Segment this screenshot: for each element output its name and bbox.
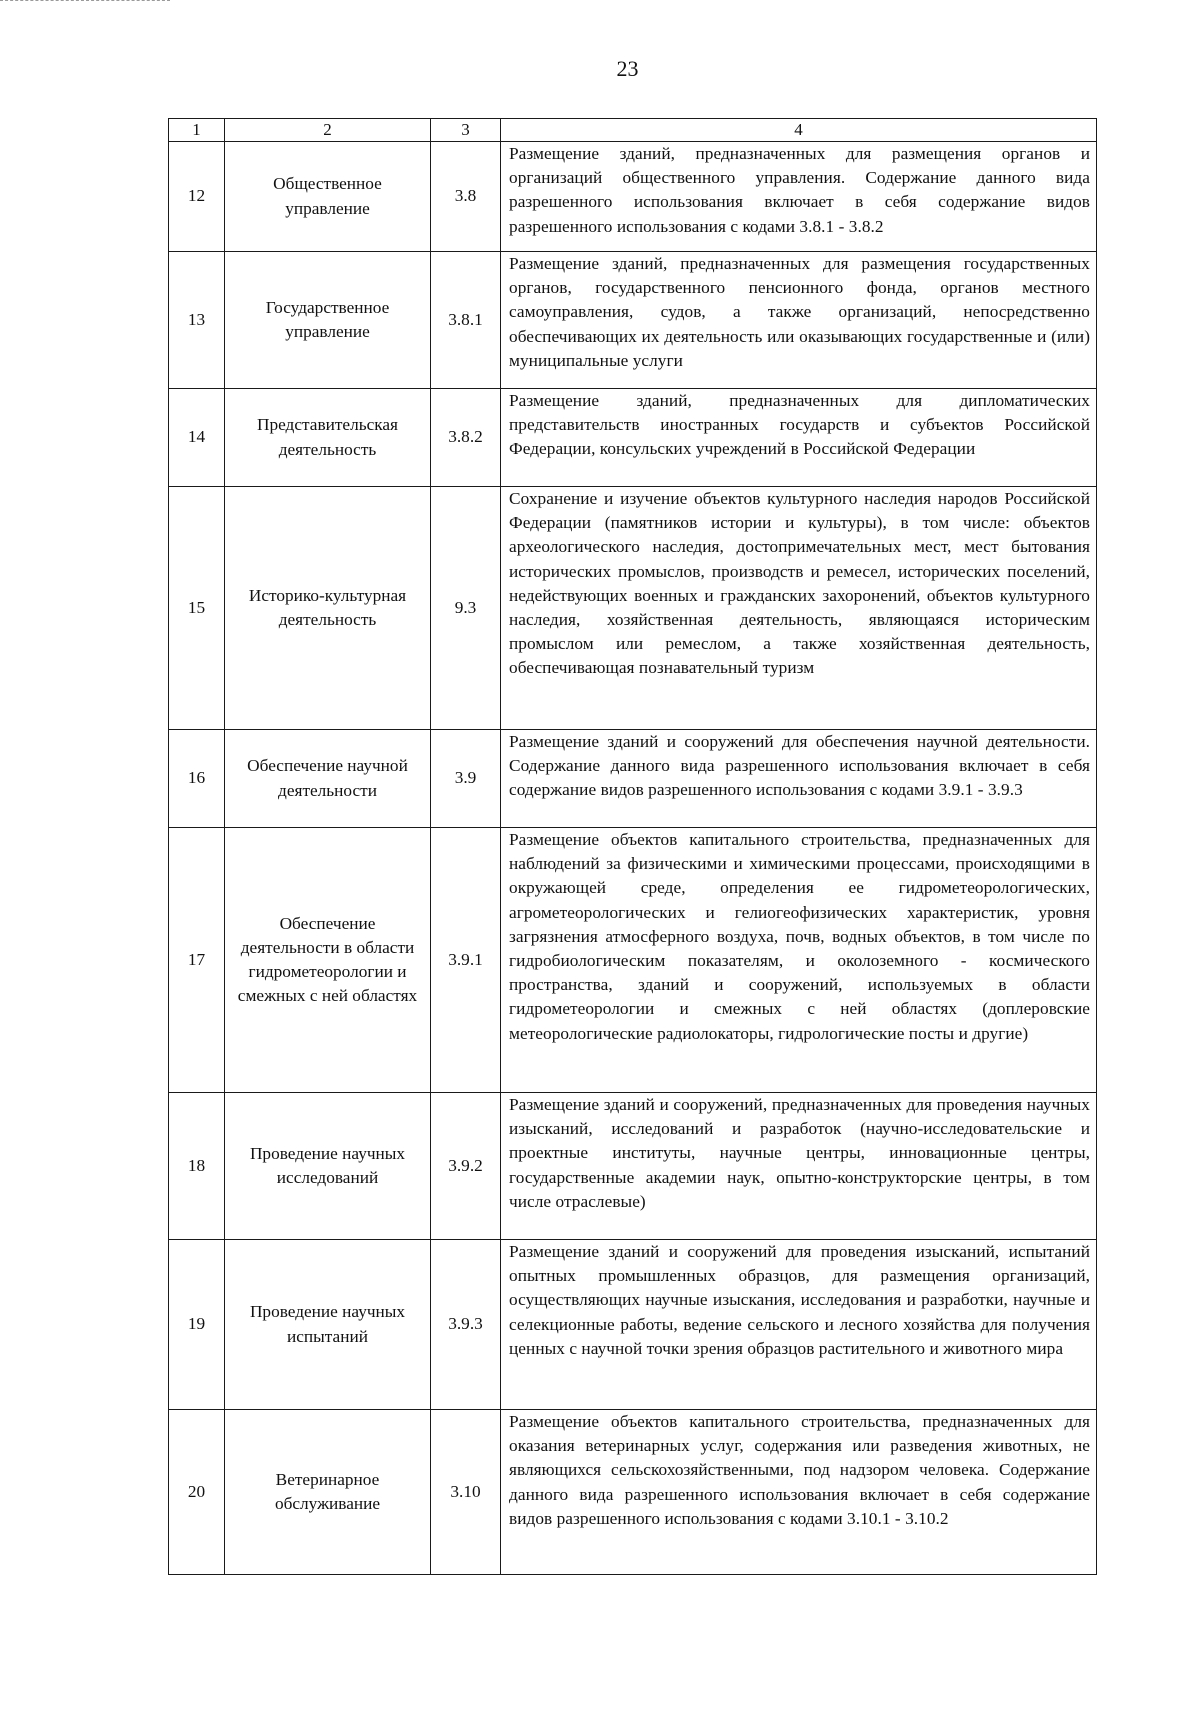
land-use-name: Представительская деятельность <box>225 389 431 487</box>
land-use-name: Государственное управление <box>225 252 431 389</box>
row-number: 20 <box>169 1410 225 1575</box>
header-col-1: 1 <box>169 119 225 142</box>
table-row <box>169 1240 1097 1410</box>
land-use-description: Размещение зданий, предназначенных для размещения государственных органов, государственного пенсионного фонда, органов местного самоуправления, судов, а также организаций, непосредственно обеспечивающих их деятельность или оказывающих государственные и (или) муниципальные услуги <box>501 252 1097 389</box>
land-use-description: Размещение зданий и сооружений для обеспечения научной деятельности. Содержание данного вида разрешенного использования включает в себя содержание видов разрешенного использования с кодами 3.9.1 - 3.9.3 <box>501 730 1097 828</box>
table-body <box>169 142 1097 1575</box>
table-row <box>169 1093 1097 1240</box>
land-use-code: 9.3 <box>431 487 501 730</box>
table-row <box>169 828 1097 1093</box>
land-use-description: Сохранение и изучение объектов культурного наследия народов Российской Федерации (памятников истории и культуры), в том числе: объектов археологического наследия, достопримечательных мест, мест бытования исторических промыслов, производств и ремесел, исторических поселений, недействующих военных и гражданских захоронений, объектов культурного наследия, хозяйственная деятельность, являющаяся историческим промыслом или ремеслом, а также хозяйственная деятельность, обеспечивающая познавательный туризм <box>501 487 1097 730</box>
land-use-code: 3.9 <box>431 730 501 828</box>
land-use-description: Размещение объектов капитального строительства, предназначенных для наблюдений за физическими и химическими процессами, происходящими в окружающей среде, определения ее гидрометеорологических, агрометеорологических и гелиогеофизических характеристик, уровня загрязнения атмосферного воздуха, почв, водных объектов, в том числе по гидробиологическим показателям, и околоземного - космического пространства, зданий и сооружений, используемых в области гидрометеорологии и смежных с ней областях (доплеровские метеорологические радиолокаторы, гидрологические посты и другие) <box>501 828 1097 1093</box>
row-number: 18 <box>169 1093 225 1240</box>
land-use-name: Общественное управление <box>225 142 431 252</box>
table-header <box>169 119 1097 142</box>
header-row <box>169 119 1097 142</box>
land-use-description: Размещение зданий, предназначенных для размещения органов и организаций общественного управления. Содержание данного вида разрешенного использования включает в себя содержание видов разрешенного использования с кодами 3.8.1 - 3.8.2 <box>501 142 1097 252</box>
table-row <box>169 730 1097 828</box>
table-row <box>169 389 1097 487</box>
row-number: 19 <box>169 1240 225 1410</box>
table-row <box>169 1410 1097 1575</box>
land-use-name: Проведение научных испытаний <box>225 1240 431 1410</box>
header-col-4: 4 <box>501 119 1097 142</box>
land-use-code: 3.9.3 <box>431 1240 501 1410</box>
table-row <box>169 142 1097 252</box>
land-use-name: Обеспечение научной деятельности <box>225 730 431 828</box>
land-use-name: Ветеринарное обслуживание <box>225 1410 431 1575</box>
land-use-table <box>168 118 1097 1575</box>
row-number: 15 <box>169 487 225 730</box>
land-use-code: 3.9.1 <box>431 828 501 1093</box>
page-number: 23 <box>616 56 639 81</box>
row-number: 12 <box>169 142 225 252</box>
row-number: 17 <box>169 828 225 1093</box>
row-number: 13 <box>169 252 225 389</box>
land-use-description: Размещение зданий и сооружений, предназначенных для проведения научных изысканий, исследований и разработок (научно-исследовательские и проектные институты, научные центры, инновационные центры, государственные академии наук, опытно-конструкторские центры, в том числе отраслевые) <box>501 1093 1097 1240</box>
header-col-3: 3 <box>431 119 501 142</box>
table-row <box>169 252 1097 389</box>
land-use-name: Историко-культурная деятельность <box>225 487 431 730</box>
land-use-description: Размещение зданий, предназначенных для дипломатических представительств иностранных государств и субъектов Российской Федерации, консульских учреждений в Российской Федерации <box>501 389 1097 487</box>
land-use-name: Проведение научных исследований <box>225 1093 431 1240</box>
land-use-name: Обеспечение деятельности в области гидрометеорологии и смежных с ней областях <box>225 828 431 1093</box>
land-use-code: 3.9.2 <box>431 1093 501 1240</box>
row-number: 14 <box>169 389 225 487</box>
land-use-description: Размещение объектов капитального строительства, предназначенных для оказания ветеринарных услуг, содержания или разведения животных, не являющихся сельскохозяйственными, под надзором человека. Содержание данного вида разрешенного использования включает в себя содержание видов разрешенного использования с кодами 3.10.1 - 3.10.2 <box>501 1410 1097 1575</box>
table-row <box>169 487 1097 730</box>
header-col-2: 2 <box>225 119 431 142</box>
land-use-code: 3.8.1 <box>431 252 501 389</box>
scan-edge-mark <box>0 0 170 5</box>
land-use-code: 3.8.2 <box>431 389 501 487</box>
land-use-code: 3.10 <box>431 1410 501 1575</box>
row-number: 16 <box>169 730 225 828</box>
land-use-code: 3.8 <box>431 142 501 252</box>
land-use-description: Размещение зданий и сооружений для проведения изысканий, испытаний опытных промышленных образцов, для размещения организаций, осуществляющих научные изыскания, исследования и разработки, научные и селекционные работы, ведение сельского и лесного хозяйства для получения ценных с научной точки зрения образцов растительного и животного мира <box>501 1240 1097 1410</box>
